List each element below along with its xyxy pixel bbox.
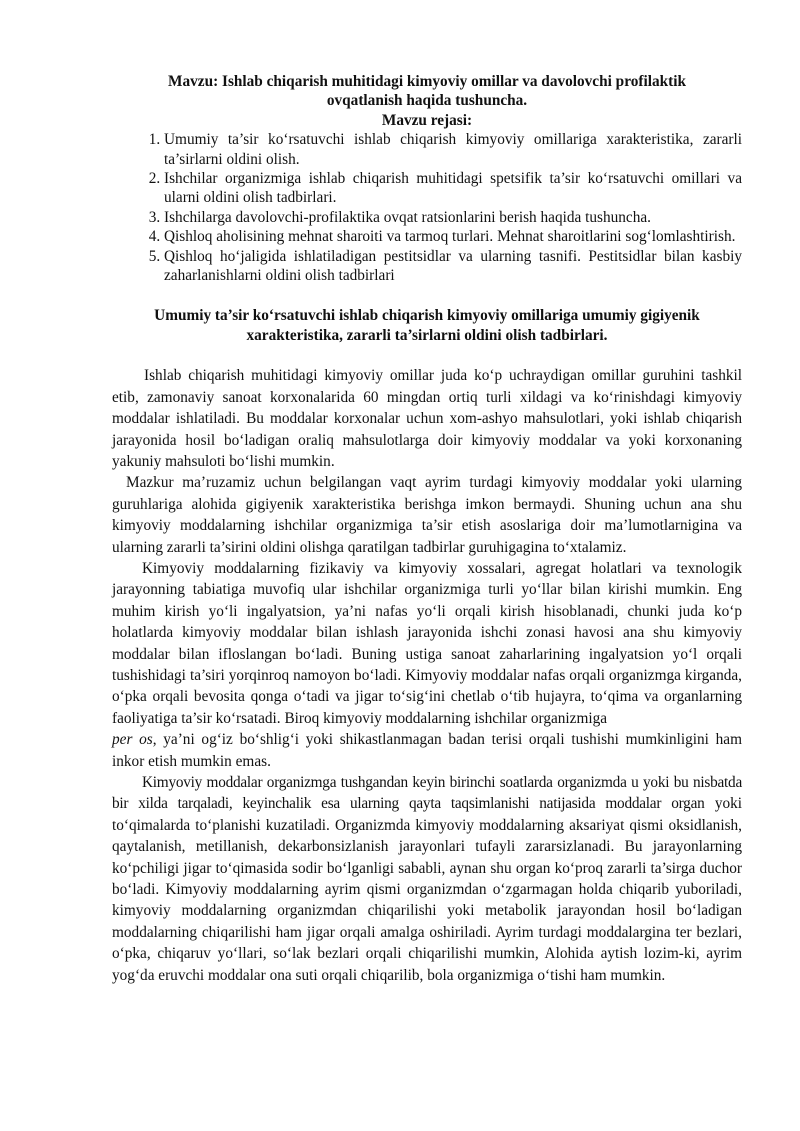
paragraph-3-text-a: Kimyoviy moddalarning fizikaviy va kimyoviy xossalari, agregat holatlari va texnologik jarayonning tabiatiga muvofiq ular ishchilar organizmiga turli yo‘llar bilan kirishi mumkin. Eng muhim kirish yo‘li ingalyatsion, ya’ni nafas yo‘li orqali kirish hisoblanadi, chunki juda ko‘p holatlarda kimyoviy moddalar bilan ishlash jarayonida ishchi zonasi havosi ana shu kimyoviy moddalar bilan ifloslangan bo‘ladi. Buning ustiga sanoat zaharlarining ingalyatsion yo‘l orqali tushishidagi ta’siri yorqinroq namoyon bo‘ladi. Kimyoviy moddalar nafas orqali organizmga kirganda, o‘pka orqali bevosita qonga o‘tadi va jigar to‘sig‘ini chetlab o‘tib hujayra, to‘qima va organlarning faoliyatiga ta’sir ko‘rsatadi. Biroq kimyoviy moddalarning ishchilar organizmiga <box>112 559 742 727</box>
section-heading-line-1: Umumiy ta’sir ko‘rsatuvchi ishlab chiqarish kimyoviy omillariga umumiy gigiyenik <box>154 307 700 325</box>
plan-item-3: 3. Ishchilarga davolovchi-profilaktika ovqat ratsionlarini berish haqida tushuncha. <box>164 208 742 227</box>
section-heading-line-2: xarakteristika, zararli ta’sirlarni oldini olish tadbirlari. <box>246 326 608 344</box>
title-line-2: ovqatlanish haqida tushuncha. <box>326 92 528 110</box>
plan-list <box>112 130 742 285</box>
document-page <box>112 72 742 986</box>
plan-item-2: 2. Ishchilar organizmiga ishlab chiqarish muhitidagi spetsifik ta’sir ko‘rsatuvchi omillari va ularni oldini olish tadbirlari. <box>164 169 742 208</box>
paragraph-3-text-b: , ya’ni og‘iz bo‘shlig‘i yoki shikastlanmagan badan terisi orqali tushishi mumkinligini ham inkor etish mumkin emas. <box>112 731 742 770</box>
paragraph-2: Mazkur ma’ruzamiz uchun belgilangan vaqt ayrim turdagi kimyoviy moddalar yoki ularning guruhlariga alohida gigiyenik xarakteristika berishga imkon bermaydi. Shuning uchun ana shu kimyoviy moddalarning ishchilar organizmiga ta’sir etish asoslariga doir ma’lumotlarnigina va ularning zararli ta’sirini oldini olishga qaratilgan tadbirlar guruhigagina to‘xtalamiz. <box>112 474 742 556</box>
title-line-1: Mavzu: Ishlab chiqarish muhitidagi kimyoviy omillar va davolovchi profilaktik <box>168 73 686 90</box>
paragraph-4 <box>112 772 742 986</box>
paragraph-3 <box>112 558 742 772</box>
paragraph-1: Ishlab chiqarish muhitidagi kimyoviy omillar juda ko‘p uchraydigan omillar guruhini tashkil etib, zamonaviy sanoat korxonalarida 60 mingdan ortiq turli xildagi va ko‘rinishdagi kimyoviy moddalar ishlatiladi. Bu moddalar korxonalar uchun xom-ashyo mahsulotlari, yoki ishlab chiqarish jarayonida hosil bo‘ladigan oraliq mahsulotlarga doir kimyoviy moddalar va yoki korxonaning yakuniy mahsuloti bo‘lishi mumkin. <box>112 367 742 470</box>
document-title <box>112 72 742 111</box>
paragraph-4-text-a: Kimyoviy moddalar organizmga tushgandan keyin birinchi soatlarda organizmda u yoki bu nisbatda bir xilda tarqaladi, keyinchalik esa ularning qayta taqsimlanishi natijasida moddalar organ <box>112 774 742 813</box>
paragraph-3-italic: per os <box>112 731 153 749</box>
plan-heading: Mavzu rejasi: <box>381 111 473 129</box>
plan-item-1: 1. Umumiy ta’sir ko‘rsatuvchi ishlab chiqarish kimyoviy omillariga xarakteristika, zararli ta’sirlarni oldini olish. <box>164 130 742 169</box>
plan-item-5: 5. Qishloq ho‘jaligida ishlatiladigan pestitsidlar va ularning tasnifi. Pestitsidlar bilan kasbiy zaharlanishlarni oldini olish tadbirlari <box>164 247 742 286</box>
plan-item-4: 4. Qishloq aholisining mehnat sharoiti va tarmoq turlari. Mehnat sharoitlarini sog‘lomlashtirish. <box>164 227 742 246</box>
paragraph-4-text-b: yoki to‘qimalarda to‘planishi kuzatiladi. Organizmda kimyoviy moddalarning aksariyat qismi oksidlanish, qaytalanish, metillanish, dekarbonsizlanish jarayonlari tufayli zararsizlanadi. Bu jarayonlarning ko‘pchiligi jigar to‘qimasida sodir bo‘lganligi sababli, aynan shu organ ko‘proq zararli ta’sirga duchor bo‘ladi. Kimyoviy moddalarning ayrim qismi organizmdan o‘zgarmagan holda chiqarib yuboriladi, kimyoviy moddalarning organizmdan chiqarilishi yoki metabolik jarayondan hosil bo‘ladigan moddalarning chiqarilishi ham jigar orqali amalga oshiriladi. Ayrim turdagi moddalargina ter bezlari, o‘pka, chiqaruv yo‘llari, so‘lak bezlari orqali chiqarilishi mumkin, Alohida aytish lozim-ki, ayrim yog‘da eruvchi moddalar ona suti orqali chiqarilib, bola organizmiga o‘tishi ham mumkin. <box>112 795 743 984</box>
section-heading <box>112 306 742 345</box>
